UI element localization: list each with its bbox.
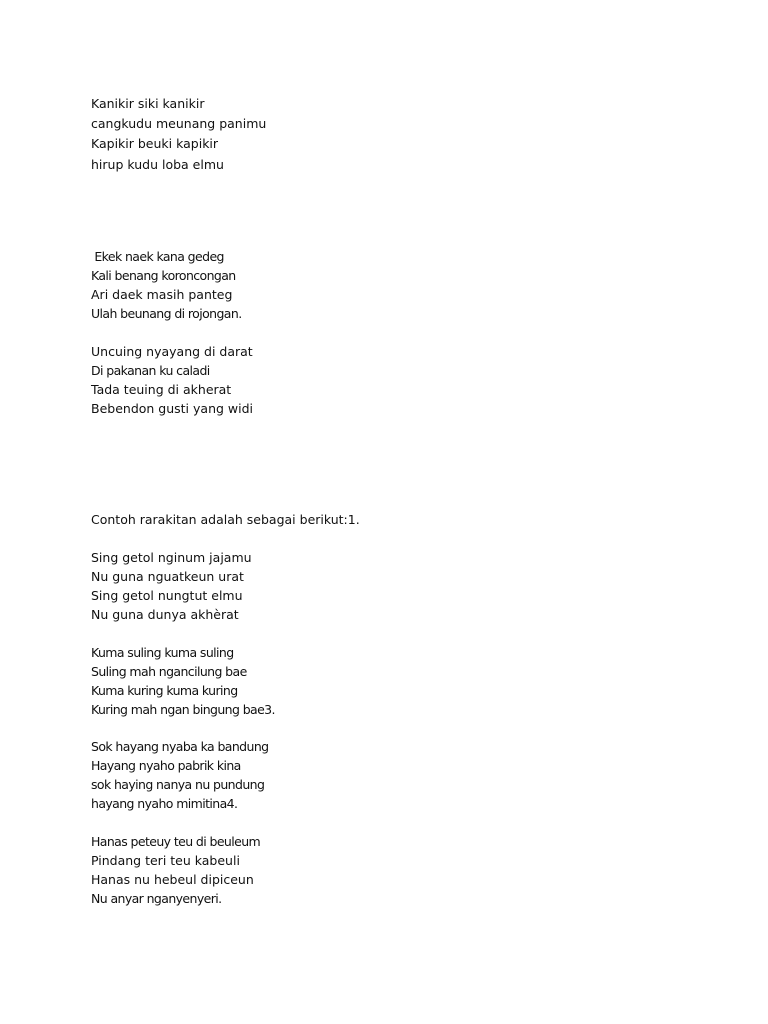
stanza7-line-2: Pindang teri teu kabeuli (91, 853, 240, 868)
stanza4-line-2: Nu guna nguatkeun urat (91, 569, 244, 584)
stanza3-line-3: Tada teuing di akherat (91, 382, 232, 397)
stanza5-line-2: Suling mah ngancilung bae (91, 664, 247, 679)
stanza5-line-4: Kuring mah ngan bingung bae3. (91, 702, 275, 717)
stanza6-line-4: hayang nyaho mimitina4. (91, 796, 238, 811)
stanza6-line-1: Sok hayang nyaba ka bandung (91, 739, 269, 754)
stanza4-line-4: Nu guna dunya akhèrat (91, 607, 239, 622)
stanza4-line-3: Sing getol nungtut elmu (91, 588, 243, 603)
stanza5-line-3: Kuma kuring kuma kuring (91, 683, 238, 698)
stanza3-line-2: Di pakanan ku caladi (91, 363, 210, 378)
stanza1-line-2: cangkudu meunang panimu (91, 116, 267, 131)
stanza2-line-2: Kali benang koroncongan (91, 268, 236, 283)
stanza5-line-1: Kuma suling kuma suling (91, 645, 234, 660)
stanza7-line-3: Hanas nu hebeul dipiceun (91, 872, 254, 887)
stanza2-line-3: Ari daek masih panteg (91, 287, 233, 302)
stanza2-line-4: Ulah beunang di rojongan. (91, 306, 242, 321)
stanza2-line-1: Ekek naek kana gedeg (91, 249, 224, 264)
stanza4-line-1: Sing getol nginum jajamu (91, 550, 252, 565)
stanza6-line-2: Hayang nyaho pabrik kina (91, 758, 241, 773)
stanza1-line-3: Kapikir beuki kapikir (91, 136, 219, 151)
stanza6-line-3: sok haying nanya nu pundung (91, 777, 265, 792)
intro-line: Contoh rarakitan adalah sebagai berikut:1. (91, 512, 360, 527)
stanza3-line-4: Bebendon gusti yang widi (91, 401, 253, 416)
stanza7-line-1: Hanas peteuy teu di beuleum (91, 834, 261, 849)
stanza1-line-4: hirup kudu loba elmu (91, 157, 224, 172)
stanza7-line-4: Nu anyar nganyenyeri. (91, 891, 222, 906)
stanza1-line-1: Kanikir siki kanikir (91, 96, 205, 111)
stanza3-line-1: Uncuing nyayang di darat (91, 344, 253, 359)
